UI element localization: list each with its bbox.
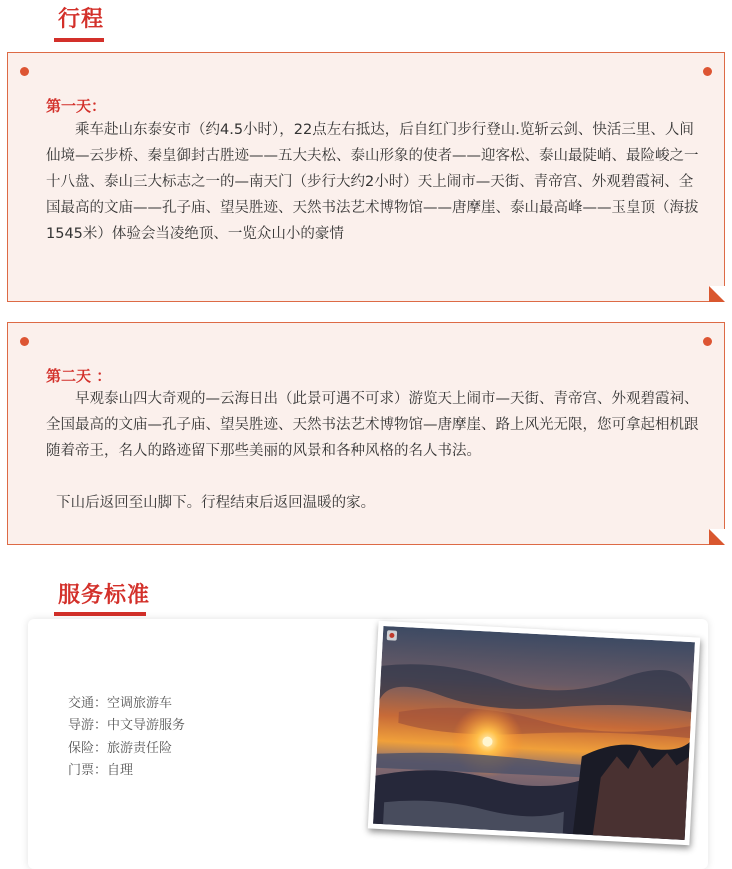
corner-dot-icon xyxy=(20,337,29,346)
itinerary-heading-underline xyxy=(54,38,104,42)
day1-card xyxy=(7,52,725,302)
day1-title: 第一天： xyxy=(46,97,107,115)
sunrise-photo xyxy=(368,621,700,846)
service-item-transport: 交通：空调旅游车 xyxy=(68,696,173,711)
corner-dot-icon xyxy=(703,67,712,76)
service-item-guide: 导游：中文导游服务 xyxy=(68,718,186,733)
service-item-ticket: 门票：自理 xyxy=(68,763,134,778)
corner-dot-icon xyxy=(703,337,712,346)
page-fold-shadow xyxy=(709,286,725,302)
service-item-insurance: 保险：旅游责任险 xyxy=(68,741,173,756)
day1-text: 乘车赴山东泰安市（约4.5小时），22点左右抵达，后自红门步行登山.览斩云剑、快活三里、人间仙境—云步桥、秦皇御封古胜迹——五大夫松、泰山形象的使者——迎客松、泰山最陡峭、最险峻之一十八盘、泰山三大标志之一的—南天门（步行大约2小时）天上闹市—天街、青帝宫、外观碧霞祠、全国最高的文庙——孔子庙、望吴胜迹、天然书法艺术博物馆——唐摩崖、泰山最高峰——玉皇顶（海拔1545米）体验会当凌绝顶、一览众山小的豪情 xyxy=(46,122,699,242)
day2-title: 第二天 ： xyxy=(46,367,112,385)
service-heading-underline xyxy=(54,612,146,616)
day2-card xyxy=(7,322,725,545)
corner-dot-icon xyxy=(20,67,29,76)
itinerary-heading: 行程 xyxy=(58,7,105,32)
day2-text: 早观泰山四大奇观的—云海日出（此景可遇不可求）游览天上闹市—天街、青帝宫、外观碧霞祠、全国最高的文庙—孔子庙、望吴胜迹、天然书法艺术博物馆—唐摩崖、路上风光无限，您可拿起相机跟随着帝王，名人的路迹留下那些美丽的风景和各种风格的名人书法。 xyxy=(46,391,699,459)
service-heading: 服务标准 xyxy=(58,583,151,608)
day2-closing: 下山后返回至山脚下。行程结束后返回温暖的家。 xyxy=(56,495,376,511)
sunrise-photo-image xyxy=(373,626,695,840)
page-fold-shadow xyxy=(709,529,725,545)
